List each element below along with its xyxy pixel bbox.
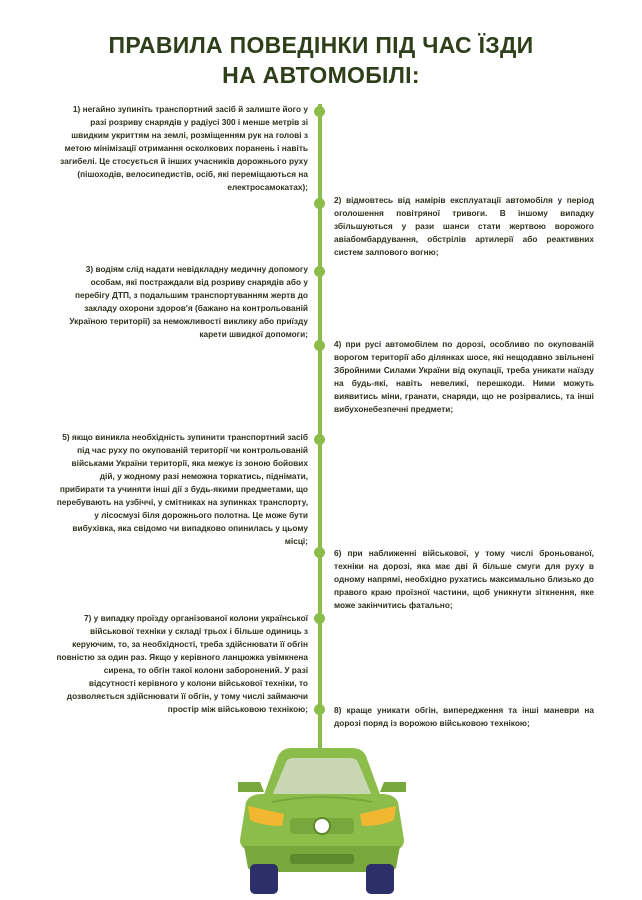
page-title <box>0 30 642 90</box>
rule-4: 4) при русі автомобілем по дорозі, особливо по окупованій ворогом території або ділянках шосе, які нещодавно звільнені Збройними Силами України від окупації, треба уникати наїзду на будь-які, навіть невеликі, перешкоди. Ними можуть виявитись міни, гранати, снаряди, що не розірвались, та інші вибухонебезпечні предмети; <box>334 339 594 414</box>
right-mirror-icon <box>380 782 406 792</box>
timeline-dot-5 <box>314 434 325 445</box>
timeline-dot-1 <box>314 106 325 117</box>
timeline-dot-6 <box>314 547 325 558</box>
timeline-dot-2 <box>314 198 325 209</box>
title-line-2: НА АВТОМОБІЛІ: <box>222 62 420 88</box>
license-plate <box>290 854 354 864</box>
rule-5: 5) якщо виникла необхідність зупинити транспортний засіб під час руху по окупованій території чи контрольованій військами України території, яка межує із зоною бойових дій, у жодному разі неможна торкатись, піднімати, прибирати та учиняти інші дії з будь-якими предметами, що перебувають на узбіччі, у смітниках на зупинках транспорту, у лісосмузі біля дорожнього полотна. Це може бути вибухівка, яка свідомо чи випадково опинилась у цьому місці; <box>56 432 308 546</box>
timeline-dot-7 <box>314 613 325 624</box>
rule-8: 8) краще уникати обгін, випередження та інші маневри на дорозі поряд із ворожою військовою технікою; <box>334 705 594 728</box>
rule-6: 6) при наближенні військової, у тому числі броньованої, техніки на дорозі, яка має дві й більше смуги для руху в одному напрямі, необхідно рухатись максимально близько до правого краю проїзної частини, щоб уникнути зіткнення, яке може закінчитись фатально; <box>334 548 594 610</box>
right-wheel-icon <box>366 864 394 894</box>
rule-7: 7) у випадку проїзду організованої колони української військової техніки у складі трьох і більше одиниць з керуючим, то, за необхідності, треба здійснювати її обгін повністю за один раз. Якщо у керівного ланцюжка увімкнена сирена, то обгін такої колони заборонений. У разі відсутності керівного у колони військової техніки, то дозволяється здійснювати її обгін, у тому числі займаючи простір між військовою технікою; <box>56 613 308 714</box>
car-illustration <box>232 740 412 900</box>
left-wheel-icon <box>250 864 278 894</box>
timeline-dot-8 <box>314 704 325 715</box>
windshield <box>272 758 372 796</box>
rule-2: 2) відмовтесь від намірів експлуатації автомобіля у період оголошення повітряної тривоги. В іншому випадку збільшуються у рази шанси стати жертвою ворожого авіабомбардування, обстрілів артилерії або реактивних систем залпового вогню; <box>334 195 594 257</box>
timeline-dot-4 <box>314 340 325 351</box>
rule-1: 1) негайно зупиніть транспортний засіб й залиште його у разі розриву снарядів у радіусі 300 і менше метрів зі швидким укриттям на землі, розміщенням рук на голові з метою мінімізації отримання осколкових поранень і навіть загибелі. Це стосується й інших учасників дорожнього руху (пішоходів, велосипедистів, осіб, які переміщаються на електросамокатах); <box>60 104 308 192</box>
title-line-1: ПРАВИЛА ПОВЕДІНКИ ПІД ЧАС ЇЗДИ <box>108 32 534 58</box>
logo-emblem-icon <box>314 818 330 834</box>
rule-3: 3) водіям слід надати невідкладну медичну допомогу особам, які постраждали від розриву снарядів або у перебігу ДТП, з подальшим транспортуванням жертв до закладу охорони здоров'я (бажано на контрольованій Україною території) за неможливості виклику або приїзду карети швидкої допомоги; <box>69 264 308 339</box>
left-mirror-icon <box>238 782 264 792</box>
timeline-dot-3 <box>314 266 325 277</box>
